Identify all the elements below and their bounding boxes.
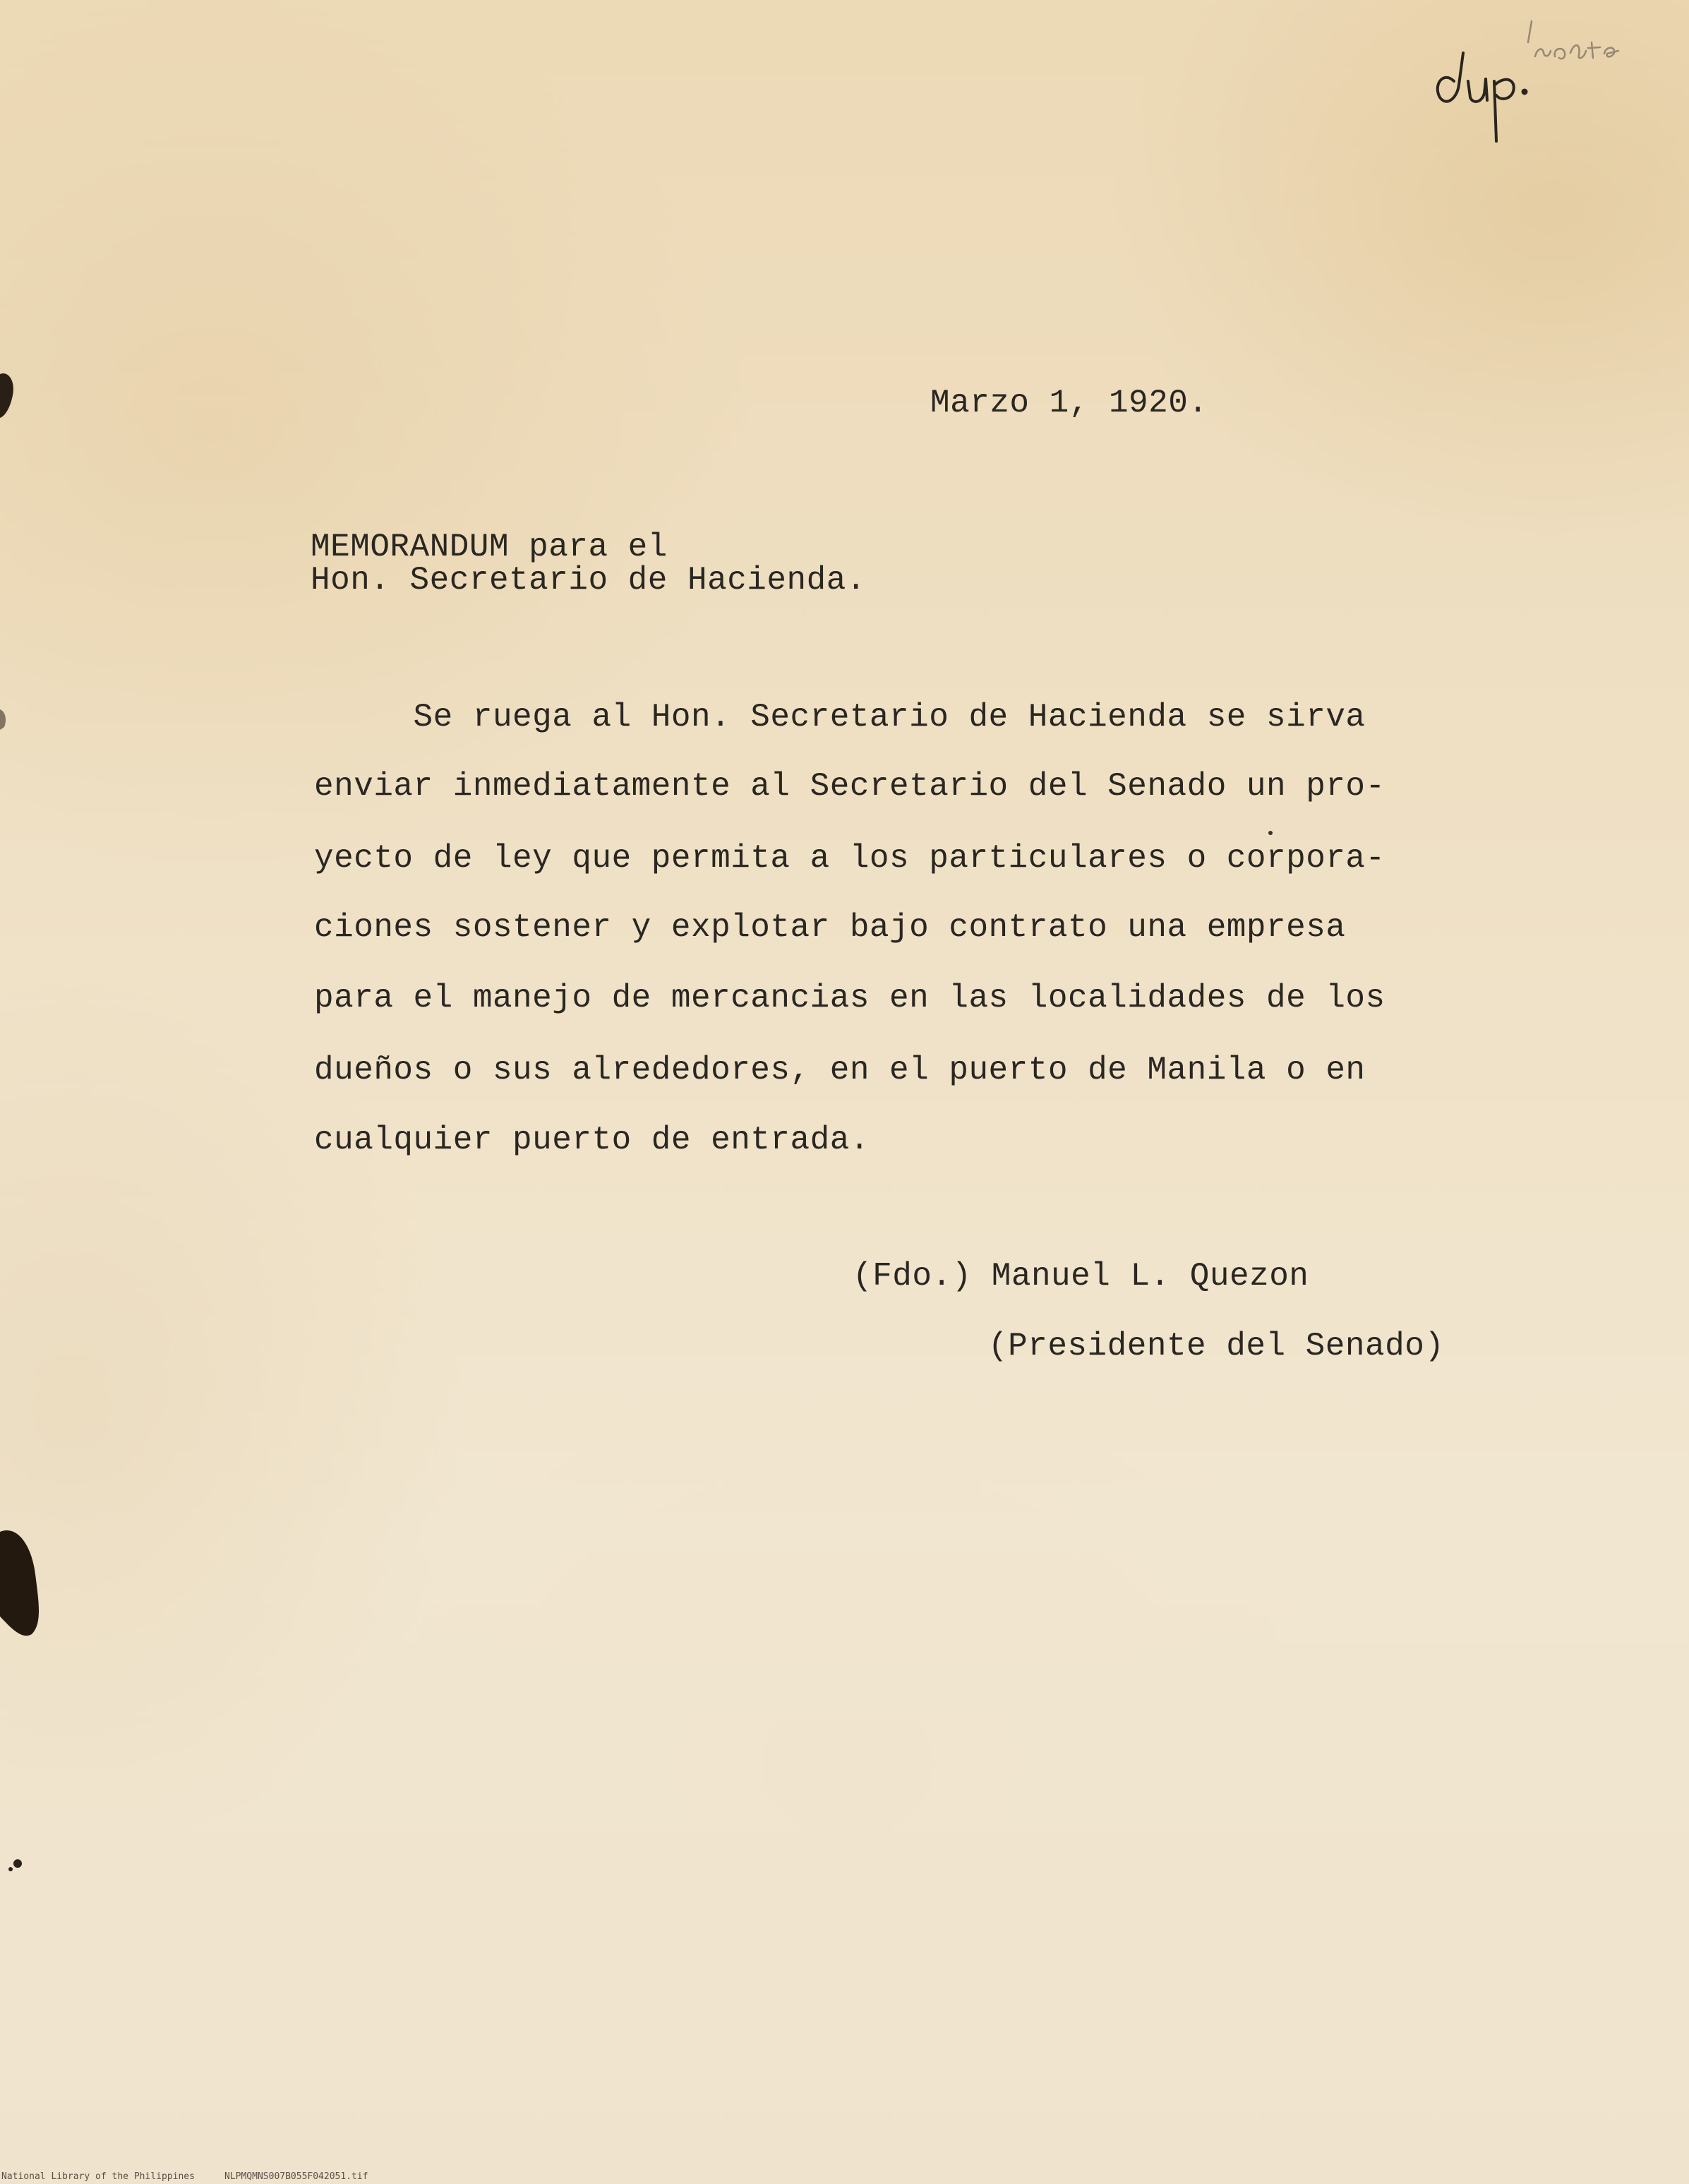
ink-stain [0, 706, 14, 734]
memo-addressee-line1: MEMORANDUM para el [311, 529, 668, 565]
body-line: para el manejo de mercancias en las localidades de los [314, 980, 1386, 1016]
signature-title: (Presidente del Senado) [988, 1328, 1445, 1364]
body-line: enviar inmediatamente al Secretario del Senado un pro- [314, 768, 1386, 805]
ink-stain [0, 1518, 49, 1645]
footer-library-label: National Library of the Philippines [1, 2171, 195, 2182]
document-date: Marzo 1, 1920. [930, 385, 1208, 421]
ink-stain [0, 367, 28, 424]
body-line: yecto de ley que permita a los particulares o corpora- [314, 840, 1386, 877]
body-line: dueños o sus alrededores, en el puerto de Manila o en [314, 1052, 1366, 1088]
memo-addressee-line2: Hon. Secretario de Hacienda. [311, 562, 866, 599]
body-line: ciones sostener y explotar bajo contrato una empresa [314, 909, 1346, 946]
ink-stain [4, 1849, 32, 1878]
handwritten-note [1429, 14, 1641, 155]
footer-filename: NLPMQMNS007B055F042051.tif [224, 2171, 368, 2182]
body-line: cualquier puerto de entrada. [314, 1122, 870, 1158]
body-line: Se ruega al Hon. Secretario de Hacienda se sirva [314, 699, 1366, 736]
paper-speck [1263, 826, 1278, 840]
signature-line: (Fdo.) Manuel L. Quezon [853, 1258, 1309, 1295]
